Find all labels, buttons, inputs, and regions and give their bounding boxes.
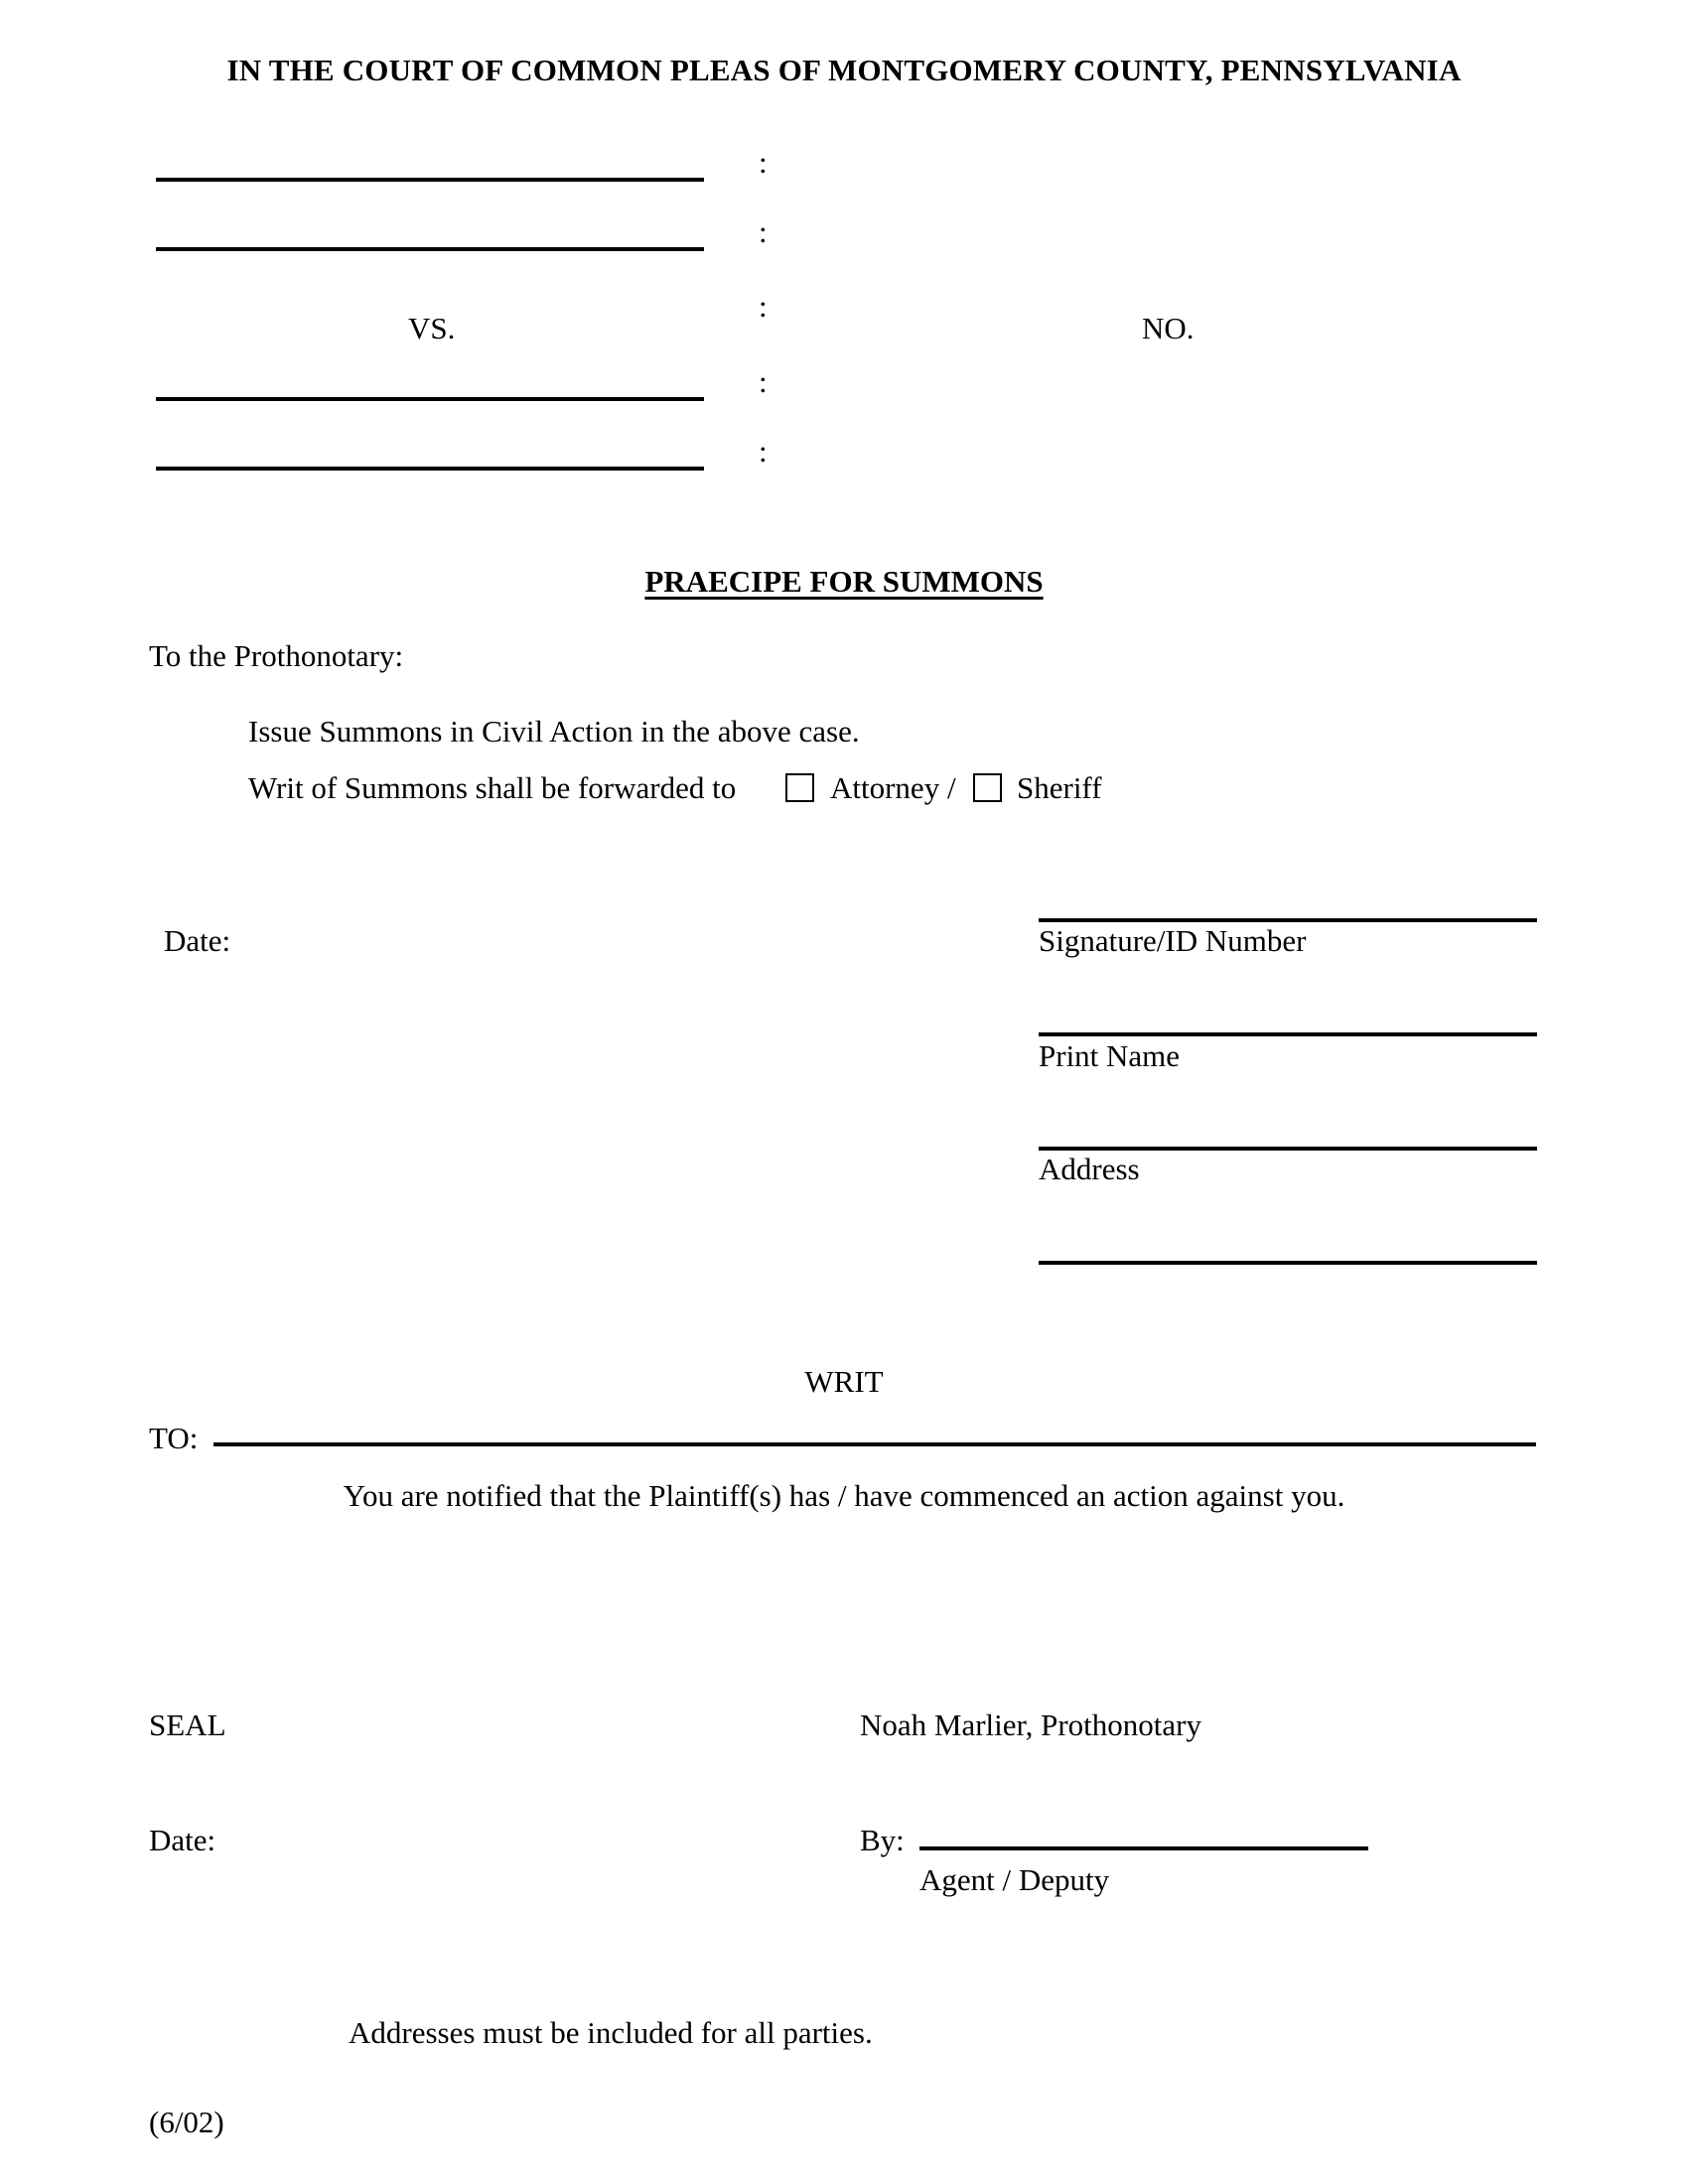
- print-name-label: Print Name: [1039, 1038, 1181, 1073]
- plaintiff-line-2[interactable]: [156, 247, 704, 251]
- signature-line[interactable]: [1039, 918, 1537, 922]
- defendant-line-2[interactable]: [156, 467, 704, 471]
- seal-label: SEAL: [149, 1707, 226, 1742]
- prothonotary-name: Noah Marlier, Prothonotary: [860, 1707, 1201, 1742]
- sheriff-checkbox[interactable]: [973, 773, 1002, 802]
- caption-colon: :: [759, 364, 768, 399]
- forward-label: Writ of Summons shall be forwarded to: [248, 770, 737, 805]
- form-version: (6/02): [149, 2105, 224, 2139]
- form-title: PRAECIPE FOR SUMMONS: [644, 564, 1044, 599]
- address-line-1[interactable]: [1039, 1147, 1537, 1151]
- caption-colon: :: [759, 434, 768, 469]
- attorney-option-label: Attorney /: [830, 770, 956, 805]
- address-label: Address: [1039, 1152, 1140, 1186]
- to-line[interactable]: [213, 1442, 1536, 1446]
- instruction-text: Issue Summons in Civil Action in the above case.: [248, 714, 860, 749]
- addresses-note: Addresses must be included for all parties.: [349, 2015, 873, 2050]
- address-line-2[interactable]: [1039, 1261, 1537, 1265]
- attorney-checkbox[interactable]: [785, 773, 814, 802]
- defendant-line-1[interactable]: [156, 397, 704, 401]
- print-name-line[interactable]: [1039, 1032, 1537, 1036]
- plaintiff-line-1[interactable]: [156, 178, 704, 182]
- vs-label: VS.: [408, 311, 456, 345]
- writ-title: WRIT: [804, 1364, 884, 1399]
- salutation: To the Prothonotary:: [149, 638, 404, 673]
- case-number-label: NO.: [1142, 311, 1195, 345]
- court-heading: IN THE COURT OF COMMON PLEAS OF MONTGOMERY COUNTY, PENNSYLVANIA: [226, 53, 1462, 87]
- caption-colon: :: [759, 289, 768, 324]
- agent-signature-line[interactable]: [919, 1846, 1368, 1850]
- to-label: TO:: [149, 1421, 199, 1455]
- praecipe-date-label: Date:: [164, 923, 231, 958]
- by-label: By:: [860, 1823, 905, 1857]
- writ-date-label: Date:: [149, 1823, 216, 1857]
- agent-deputy-label: Agent / Deputy: [919, 1862, 1110, 1897]
- writ-notice: You are notified that the Plaintiff(s) has / have commenced an action against you.: [343, 1478, 1345, 1513]
- caption-colon: :: [759, 214, 768, 249]
- sheriff-option-label: Sheriff: [1017, 770, 1102, 805]
- signature-label: Signature/ID Number: [1039, 923, 1307, 958]
- caption-colon: :: [759, 145, 768, 180]
